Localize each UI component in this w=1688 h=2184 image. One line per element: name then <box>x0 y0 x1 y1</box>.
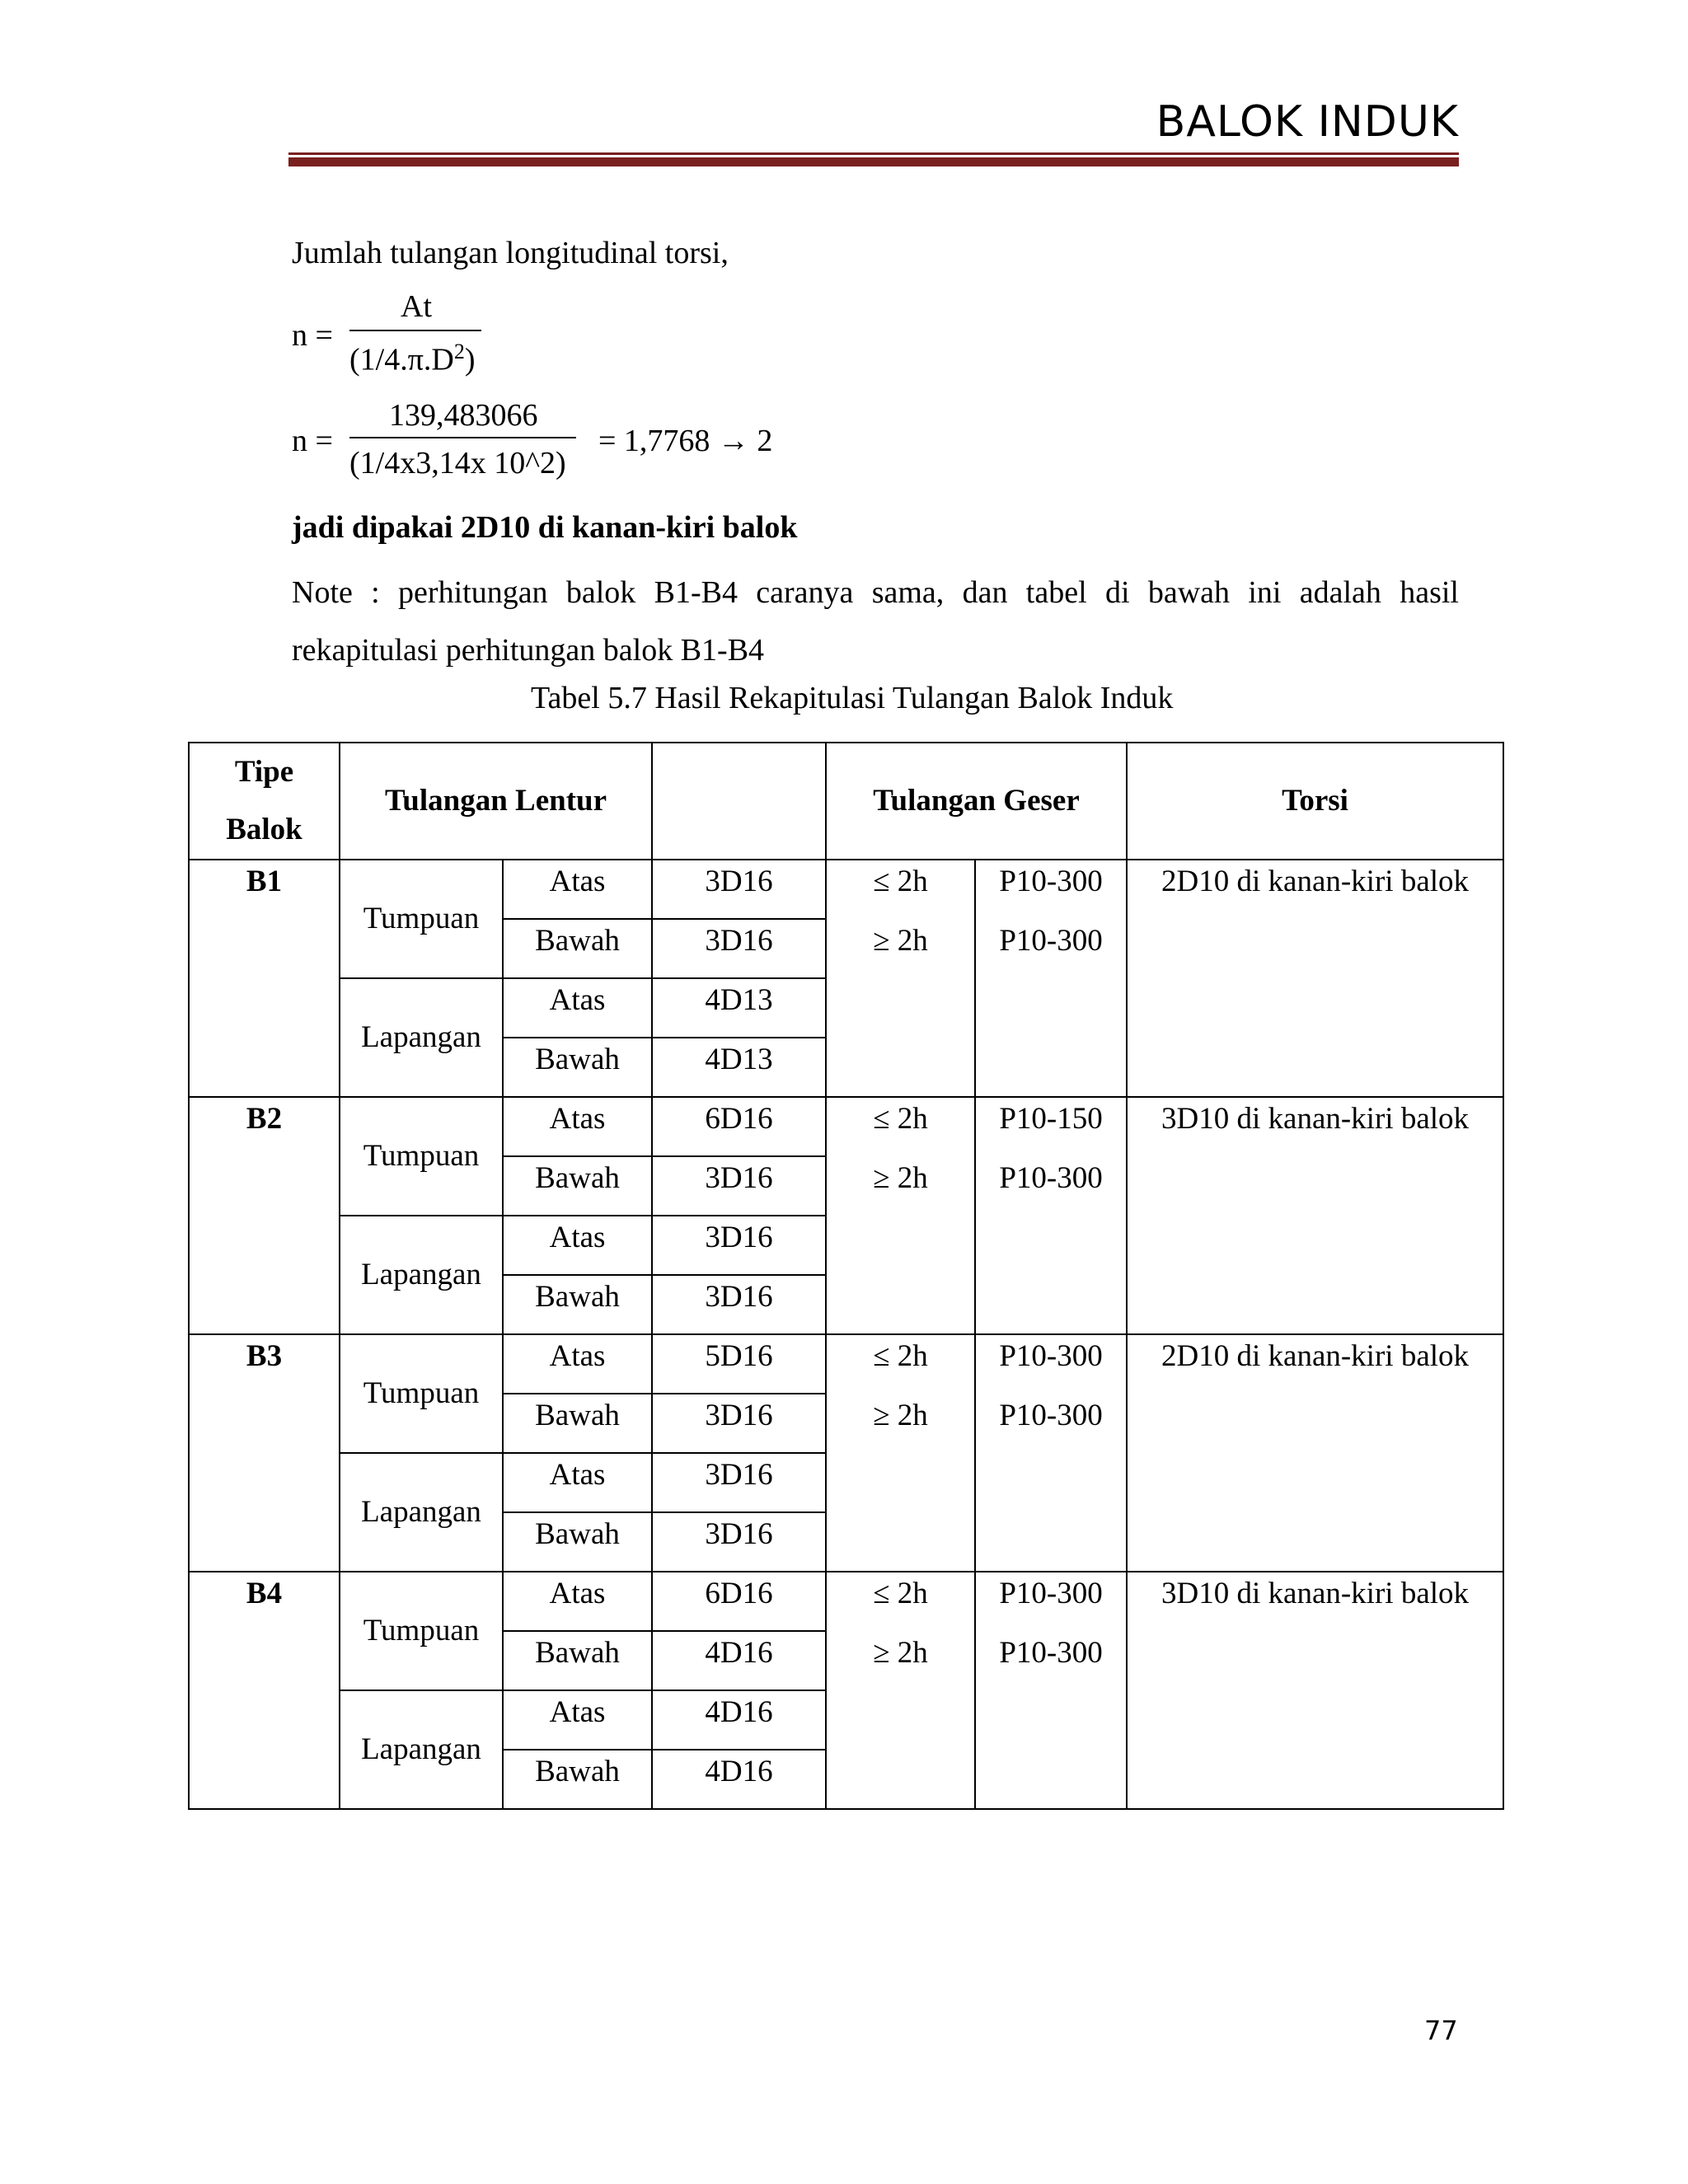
bawah-label: Bawah <box>503 1275 652 1334</box>
geser-zone: ≤ 2h ≥ 2h <box>826 1097 975 1334</box>
atas-label: Atas <box>503 1334 652 1394</box>
header-empty <box>652 743 826 860</box>
bawah-label: Bawah <box>503 919 652 978</box>
bawah-label: Bawah <box>503 1394 652 1453</box>
geser-spacing: P10-300 P10-300 <box>975 860 1127 1097</box>
conclusion-text: jadi dipakai 2D10 di kanan-kiri balok <box>292 510 798 545</box>
header-rule-thick <box>288 157 1459 166</box>
atas-label: Atas <box>503 1572 652 1631</box>
lapangan-bawah-value: 4D13 <box>652 1038 826 1097</box>
torsi-value: 2D10 di kanan-kiri balok <box>1127 1334 1503 1572</box>
lapangan-atas-value: 4D13 <box>652 978 826 1038</box>
lapangan-label: Lapangan <box>340 1453 503 1572</box>
page-number: 77 <box>1424 2015 1458 2046</box>
tumpuan-label: Tumpuan <box>340 860 503 978</box>
header-torsi: Torsi <box>1127 743 1503 860</box>
table-row <box>189 1097 1503 1156</box>
formula1-lhs: n = <box>292 318 333 353</box>
rekap-table <box>188 742 1504 1810</box>
formula1-fraction-line <box>349 330 481 331</box>
note-paragraph: Note : perhitungan balok B1-B4 caranya sama, dan tabel di bawah ini adalah hasil rekapitulasi perhitungan balok B1-B4 <box>292 575 1459 668</box>
lapangan-atas-value: 3D16 <box>652 1453 826 1512</box>
bawah-label: Bawah <box>503 1631 652 1690</box>
lapangan-label: Lapangan <box>340 1216 503 1334</box>
beam-type: B2 <box>189 1097 340 1334</box>
header-rule-thin <box>288 152 1459 155</box>
lapangan-label: Lapangan <box>340 978 503 1097</box>
tumpuan-atas-value: 5D16 <box>652 1334 826 1394</box>
table-caption: Tabel 5.7 Hasil Rekapitulasi Tulangan Balok Induk <box>531 681 1174 715</box>
beam-type: B3 <box>189 1334 340 1572</box>
geser-zone: ≤ 2h ≥ 2h <box>826 860 975 1097</box>
geser-spacing: P10-300 P10-300 <box>975 1572 1127 1809</box>
bawah-label: Bawah <box>503 1038 652 1097</box>
formula1-numerator: At <box>401 289 432 324</box>
geser-spacing: P10-150 P10-300 <box>975 1097 1127 1334</box>
tumpuan-label: Tumpuan <box>340 1097 503 1216</box>
lapangan-bawah-value: 3D16 <box>652 1275 826 1334</box>
lapangan-atas-value: 3D16 <box>652 1216 826 1275</box>
beam-type: B1 <box>189 860 340 1097</box>
bawah-label: Bawah <box>503 1512 652 1572</box>
tumpuan-label: Tumpuan <box>340 1572 503 1690</box>
tumpuan-label: Tumpuan <box>340 1334 503 1453</box>
lapangan-bawah-value: 3D16 <box>652 1512 826 1572</box>
torsi-value: 3D10 di kanan-kiri balok <box>1127 1572 1503 1809</box>
table-row <box>189 1572 1503 1631</box>
tumpuan-atas-value: 6D16 <box>652 1097 826 1156</box>
header-tulangan-geser: Tulangan Geser <box>826 743 1127 860</box>
table-row <box>189 1334 1503 1394</box>
atas-label: Atas <box>503 1690 652 1750</box>
bawah-label: Bawah <box>503 1156 652 1216</box>
header-title: BALOK INDUK <box>1156 97 1459 147</box>
bawah-label: Bawah <box>503 1750 652 1809</box>
geser-zone: ≤ 2h ≥ 2h <box>826 1572 975 1809</box>
formula2-result: = 1,7768 → 2 <box>598 424 773 458</box>
lapangan-label: Lapangan <box>340 1690 503 1809</box>
tumpuan-atas-value: 6D16 <box>652 1572 826 1631</box>
formula2-numerator: 139,483066 <box>389 398 538 433</box>
tumpuan-bawah-value: 3D16 <box>652 919 826 978</box>
torsi-value: 3D10 di kanan-kiri balok <box>1127 1097 1503 1334</box>
tumpuan-bawah-value: 3D16 <box>652 1156 826 1216</box>
torsi-value: 2D10 di kanan-kiri balok <box>1127 860 1503 1097</box>
geser-spacing: P10-300 P10-300 <box>975 1334 1127 1572</box>
header-tipe-balok: Tipe Balok <box>189 743 340 860</box>
atas-label: Atas <box>503 860 652 919</box>
atas-label: Atas <box>503 1453 652 1512</box>
tumpuan-bawah-value: 3D16 <box>652 1394 826 1453</box>
beam-type: B4 <box>189 1572 340 1809</box>
lapangan-atas-value: 4D16 <box>652 1690 826 1750</box>
tumpuan-bawah-value: 4D16 <box>652 1631 826 1690</box>
atas-label: Atas <box>503 978 652 1038</box>
formula2-lhs: n = <box>292 424 333 458</box>
table-row <box>189 860 1503 919</box>
tumpuan-atas-value: 3D16 <box>652 860 826 919</box>
header-tulangan-lentur: Tulangan Lentur <box>340 743 652 860</box>
formula2-denominator: (1/4x3,14x 10^2) <box>349 446 566 480</box>
formula-intro: Jumlah tulangan longitudinal torsi, <box>292 236 729 270</box>
atas-label: Atas <box>503 1097 652 1156</box>
formula2-fraction-line <box>349 437 576 438</box>
table-header-row <box>189 743 1503 860</box>
atas-label: Atas <box>503 1216 652 1275</box>
formula1-denominator: $(1/4.\pi.D^2)$ <box>349 340 476 377</box>
lapangan-bawah-value: 4D16 <box>652 1750 826 1809</box>
geser-zone: ≤ 2h ≥ 2h <box>826 1334 975 1572</box>
